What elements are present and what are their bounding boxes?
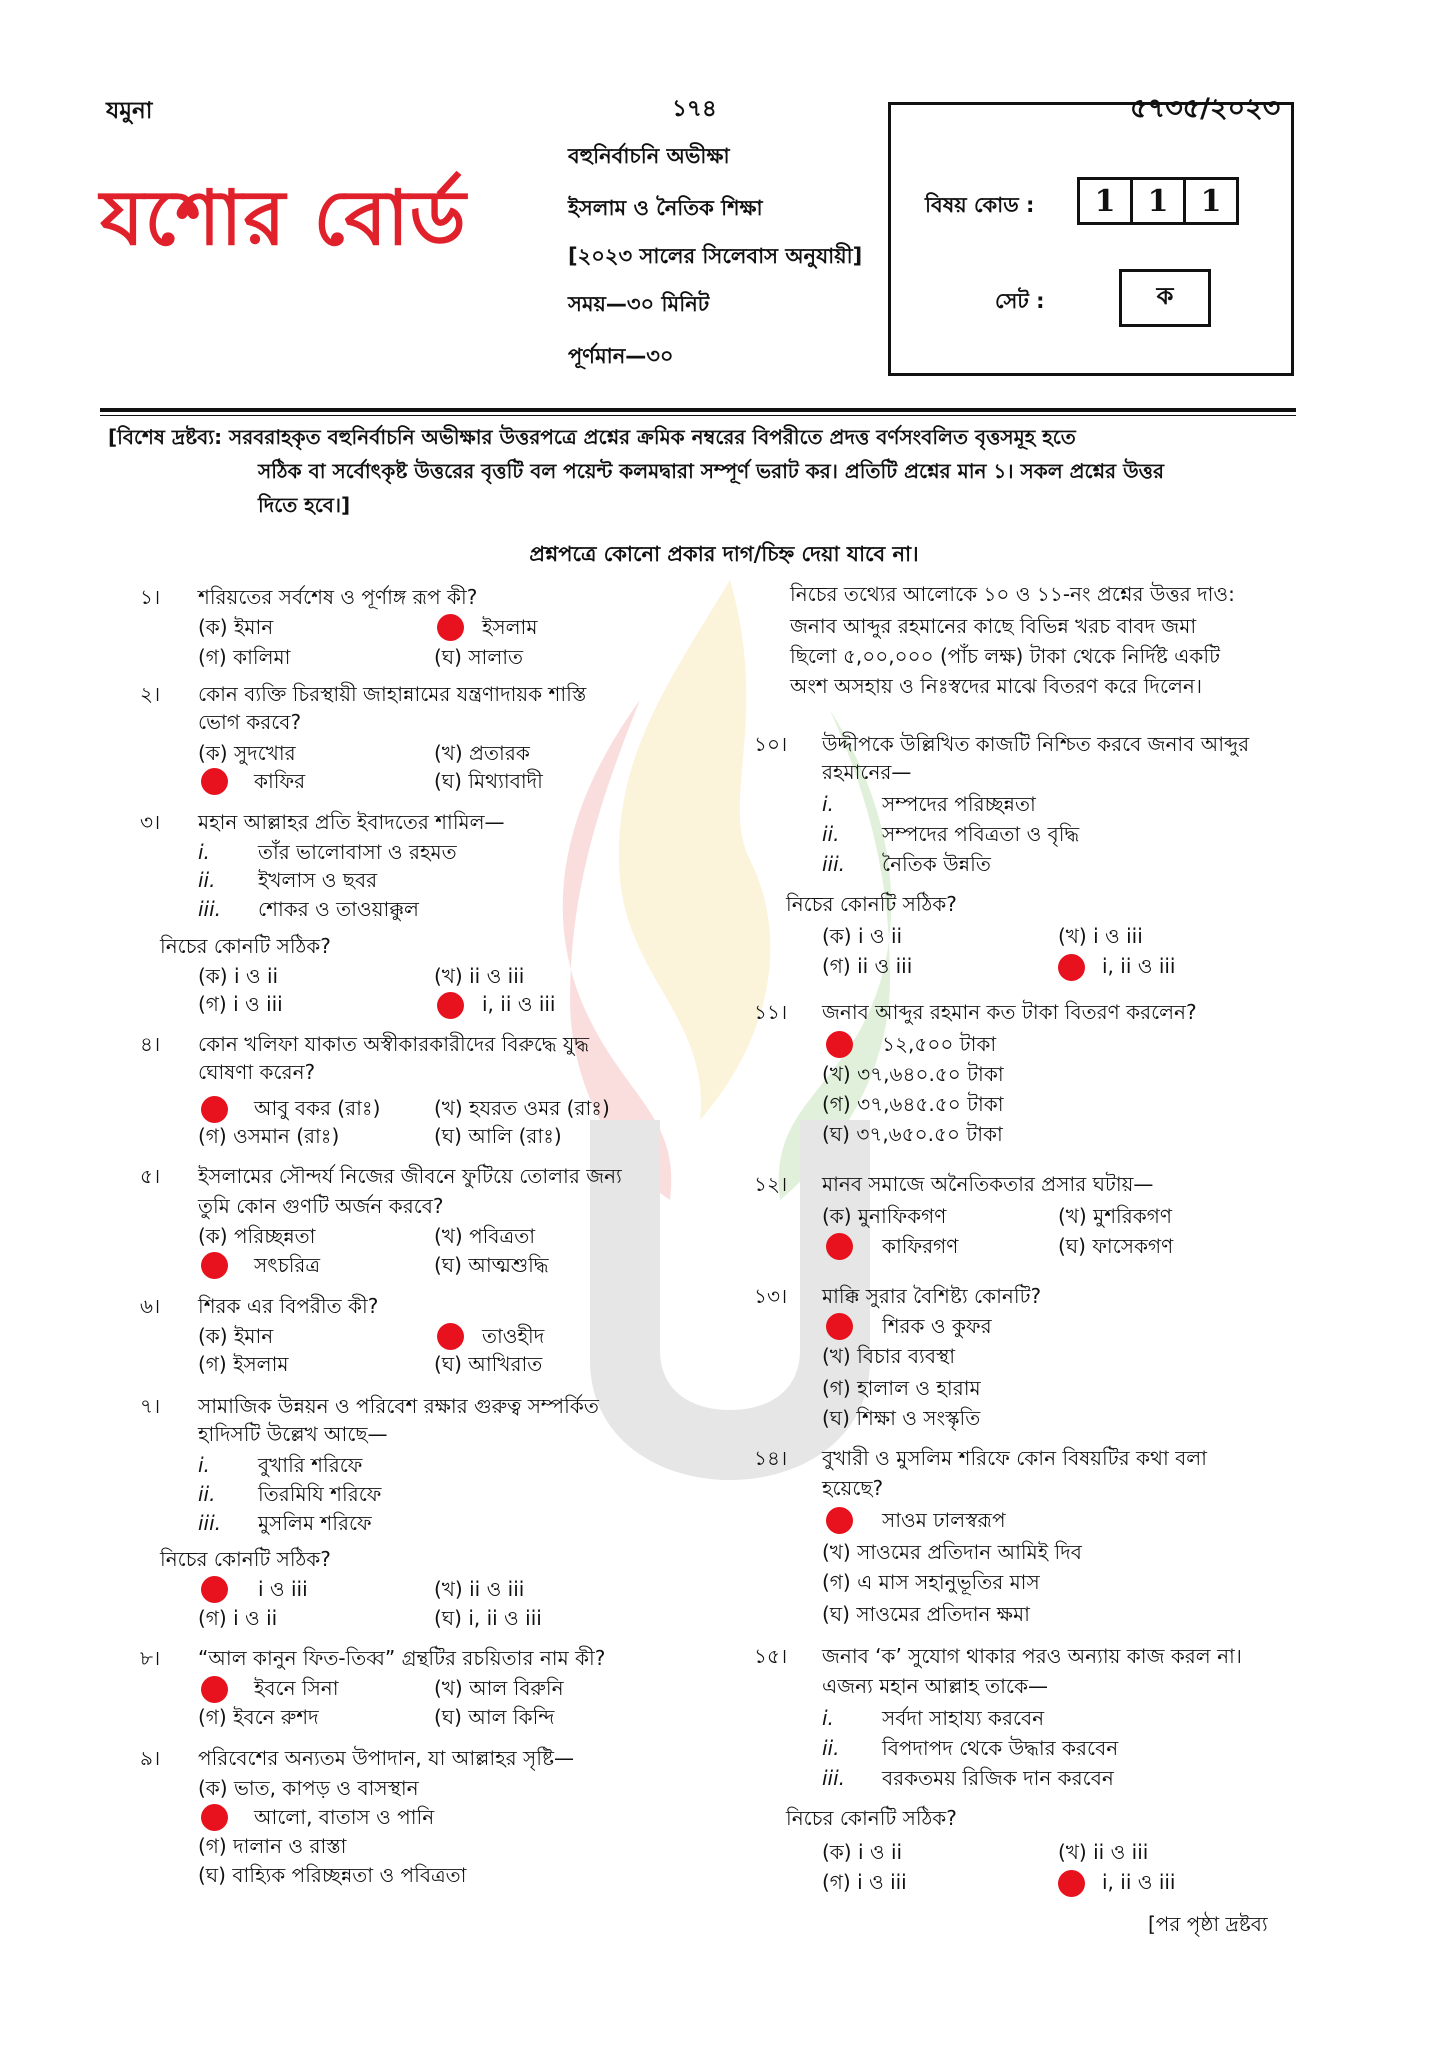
roman-ii: ii. — [822, 1736, 840, 1760]
option-gha-correct: i, ii ও iii — [1102, 954, 1176, 978]
answer-marker — [826, 1233, 853, 1260]
option-kha: (খ) ii ও iii — [434, 964, 525, 988]
which-correct: নিচের কোনটি সঠিক? — [786, 892, 957, 916]
subject-code-digit: 1 — [1077, 177, 1133, 225]
syllabus-note: [২০২৩ সালের সিলেবাস অনুযায়ী] — [568, 244, 863, 268]
question-text: শিরক এর বিপরীত কী? — [198, 1294, 379, 1318]
header-rule-thin — [100, 415, 1296, 416]
question-text: হাদিসটি উল্লেখ আছে— — [198, 1422, 388, 1446]
option-gha: (ঘ) মিথ্যাবাদী — [434, 769, 543, 793]
option-ka-correct: সাওম ঢালস্বরূপ — [882, 1508, 1006, 1532]
question-number: ৫। — [140, 1164, 161, 1188]
option-gha: (ঘ) বাহ্যিক পরিচ্ছন্নতা ও পবিত্রতা — [198, 1863, 467, 1887]
which-correct: নিচের কোনটি সঠিক? — [160, 1547, 331, 1571]
header-left-label: যমুনা — [106, 98, 153, 124]
option-ga-correct: কাফিরগণ — [882, 1234, 959, 1258]
question-number: ৬। — [140, 1294, 161, 1318]
answer-marker — [826, 1313, 853, 1340]
answer-marker — [201, 768, 228, 795]
subject-code-digit: 1 — [1183, 177, 1239, 225]
question-number: ২। — [140, 682, 161, 706]
question-text: এজন্য মহান আল্লাহ তাকে— — [822, 1674, 1048, 1698]
statement-i: বুখারি শরিফে — [258, 1453, 363, 1477]
option-kha: (খ) i ও iii — [1058, 924, 1143, 948]
question-text: ঘোষণা করেন? — [198, 1060, 316, 1084]
option-gha: (ঘ) সাওমের প্রতিদান ক্ষমা — [822, 1602, 1030, 1626]
option-gha: (ঘ) সালাত — [434, 645, 524, 669]
option-ka-correct: আবু বকর (রাঃ) — [254, 1096, 381, 1120]
answer-marker — [201, 1576, 228, 1603]
option-gha: (ঘ) আলি (রাঃ) — [434, 1124, 562, 1148]
answer-marker — [437, 1323, 464, 1350]
question-text: কোন ব্যক্তি চিরস্থায়ী জাহান্নামের যন্ত্রণাদায়ক শাস্তি — [198, 682, 587, 706]
full-marks: পূর্ণমান—৩০ — [568, 344, 674, 368]
option-ka: (ক) i ও ii — [198, 964, 279, 988]
question-text: উদ্দীপকে উল্লিখিত কাজটি নিশ্চিত করবে জনাব আব্দুর — [822, 732, 1250, 756]
question-text: কোন খলিফা যাকাত অস্বীকারকারীদের বিরুদ্ধে যুদ্ধ — [198, 1032, 590, 1056]
question-text: “আল কানুন ফিত-তিব্ব” গ্রন্থটির রচয়িতার নাম কী? — [198, 1646, 606, 1670]
roman-i: i. — [822, 792, 834, 816]
question-text: জনাব আব্দুর রহমান কত টাকা বিতরণ করলেন? — [822, 1000, 1197, 1024]
option-ka: (ক) i ও ii — [822, 1840, 903, 1864]
which-correct: নিচের কোনটি সঠিক? — [786, 1806, 957, 1830]
statement-i: সম্পদের পরিচ্ছন্নতা — [882, 792, 1036, 816]
answer-marker — [201, 1252, 228, 1279]
stem-text: ছিলো ৫,০০,০০০ (পাঁচ লক্ষ) টাকা থেকে নির্দিষ্ট একটি — [790, 644, 1220, 668]
option-ga-correct: কাফির — [254, 769, 306, 793]
option-ka-correct: ১২,৫০০ টাকা — [882, 1032, 997, 1056]
option-ka-correct: i ও iii — [258, 1577, 308, 1601]
option-gha-correct: i, ii ও iii — [482, 992, 556, 1016]
set-value: ক — [1119, 269, 1211, 327]
option-ka: (ক) মুনাফিকগণ — [822, 1204, 947, 1228]
instruction-line: [বিশেষ দ্রষ্টব্য: সরবরাহকৃত বহুনির্বাচনি অভীক্ষার উত্তরপত্রে প্রশ্নের ক্রমিক নম্বরের বিপরীতে প্রদত্ত বর্ণসংবলিত বৃত্তসমূহ হতে — [108, 425, 1076, 449]
option-kha: (খ) হযরত ওমর (রাঃ) — [434, 1096, 610, 1120]
option-kha: (খ) সাওমের প্রতিদান আমিই দিব — [822, 1540, 1082, 1564]
option-kha: (খ) বিচার ব্যবস্থা — [822, 1344, 956, 1368]
option-ga: (গ) হালাল ও হারাম — [822, 1376, 981, 1400]
option-ka: (ক) সুদখোর — [198, 741, 296, 765]
board-title: যশোর বোর্ড — [100, 173, 467, 262]
option-gha: (ঘ) i, ii ও iii — [434, 1606, 542, 1630]
option-gha: (ঘ) ৩৭,৬৫০.৫০ টাকা — [822, 1122, 1003, 1146]
instruction-line: সঠিক বা সর্বোৎকৃষ্ট উত্তরের বৃত্তটি বল পয়েন্ট কলমদ্বারা সম্পূর্ণ ভরাট কর। প্রতিটি প্রশ্নের মান ১। সকল প্রশ্নের উত্তর — [258, 459, 1164, 483]
question-text: বুখারী ও মুসলিম শরিফে কোন বিষয়টির কথা বলা — [822, 1446, 1207, 1470]
question-number: ৭। — [140, 1394, 161, 1418]
subject-name: ইসলাম ও নৈতিক শিক্ষা — [568, 196, 763, 220]
set-label: সেট : — [995, 289, 1045, 313]
option-ga: (গ) i ও ii — [198, 1606, 278, 1630]
stem-text: জনাব আব্দুর রহমানের কাছে বিভিন্ন খরচ বাবদ জমা — [790, 614, 1197, 638]
option-ga: (গ) i ও iii — [822, 1870, 907, 1894]
option-kha: (খ) পবিত্রতা — [434, 1224, 536, 1248]
answer-marker — [201, 1676, 228, 1703]
option-ga: (গ) এ মাস সহানুভূতির মাস — [822, 1570, 1040, 1594]
answer-marker — [826, 1031, 853, 1058]
option-kha: (খ) মুশরিকগণ — [1058, 1204, 1172, 1228]
question-text: তুমি কোন গুণটি অর্জন করবে? — [198, 1194, 444, 1218]
roman-iii: iii. — [198, 897, 222, 921]
roman-ii: ii. — [822, 822, 840, 846]
question-text: ভোগ করবে? — [198, 710, 302, 734]
answer-marker — [437, 614, 464, 641]
statement-iii: বরকতময় রিজিক দান করবেন — [882, 1766, 1114, 1790]
question-number: ১। — [140, 585, 161, 609]
question-number: ১৩। — [754, 1284, 788, 1308]
roman-ii: ii. — [198, 1482, 216, 1506]
page-number: ১৭৪ — [672, 96, 717, 122]
option-ka: (ক) ভাত, কাপড় ও বাসস্থান — [198, 1776, 419, 1800]
option-ga: (গ) i ও iii — [198, 992, 283, 1016]
option-gha-correct: i, ii ও iii — [1102, 1870, 1176, 1894]
answer-marker — [201, 1096, 228, 1123]
option-gha: (ঘ) ফাসেকগণ — [1058, 1234, 1174, 1258]
statement-i: তাঁর ভালোবাসা ও রহমত — [258, 840, 457, 864]
answer-marker — [1058, 954, 1085, 981]
roman-ii: ii. — [198, 868, 216, 892]
option-gha: (ঘ) আখিরাত — [434, 1352, 543, 1376]
question-number: ১১। — [754, 1000, 788, 1024]
statement-i: সর্বদা সাহায্য করবেন — [882, 1706, 1045, 1730]
special-instructions — [108, 420, 1298, 522]
option-kha: (খ) প্রতারক — [434, 741, 530, 765]
question-number: ৪। — [140, 1032, 161, 1056]
roman-iii: iii. — [822, 1766, 846, 1790]
question-text: মহান আল্লাহর প্রতি ইবাদতের শামিল— — [198, 810, 505, 834]
question-text: রহমানের— — [822, 760, 912, 784]
answer-marker — [826, 1507, 853, 1534]
question-text: হয়েছে? — [822, 1476, 884, 1500]
question-number: ১০। — [754, 732, 788, 756]
question-number: ৮। — [140, 1646, 161, 1670]
option-kha-correct: ইসলাম — [482, 615, 538, 639]
option-ka: (ক) ইমান — [198, 1324, 274, 1348]
statement-iii: নৈতিক উন্নতি — [882, 852, 991, 876]
question-number: ১৪। — [754, 1446, 788, 1470]
option-ga: (গ) দালান ও রাস্তা — [198, 1834, 347, 1858]
option-kha: (খ) আল বিরুনি — [434, 1676, 564, 1700]
question-text: সামাজিক উন্নয়ন ও পরিবেশ রক্ষার গুরুত্ব সম্পর্কিত — [198, 1394, 599, 1418]
answer-marker — [1058, 1870, 1085, 1897]
question-text: পরিবেশের অন্যতম উপাদান, যা আল্লাহর সৃষ্টি— — [198, 1746, 574, 1770]
instruction-line: দিতে হবে।] — [258, 493, 351, 517]
header-rule — [100, 408, 1296, 412]
statement-ii: বিপদাপদ থেকে উদ্ধার করবেন — [882, 1736, 1119, 1760]
next-page-note: [পর পৃষ্ঠা দ্রষ্টব্য — [1148, 1912, 1268, 1936]
option-ka: (ক) পরিচ্ছন্নতা — [198, 1224, 316, 1248]
option-ka-correct: শিরক ও কুফর — [882, 1314, 992, 1338]
question-text: ইসলামের সৌন্দর্য নিজের জীবনে ফুটিয়ে তোলার জন্য — [198, 1164, 622, 1188]
question-number: ১২। — [754, 1172, 788, 1196]
option-kha: (খ) ৩৭,৬৪০.৫০ টাকা — [822, 1062, 1004, 1086]
question-text: জনাব ‘ক’ সুযোগ থাকার পরও অন্যায় কাজ করল না। — [822, 1644, 1242, 1668]
option-ga: (গ) ইবনে রুশদ — [198, 1705, 319, 1729]
question-number: ১৫। — [754, 1644, 788, 1668]
subject-code-label: বিষয় কোড : — [925, 193, 1035, 217]
answer-marker — [437, 992, 464, 1019]
exam-type: বহুনির্বাচনি অভীক্ষা — [568, 144, 730, 168]
roman-iii: iii. — [822, 852, 846, 876]
roman-i: i. — [198, 1453, 210, 1477]
answer-marker — [201, 1804, 228, 1831]
option-ka: (ক) ইমান — [198, 615, 274, 639]
option-kha-correct: তাওহীদ — [482, 1324, 545, 1348]
question-number: ৯। — [140, 1746, 161, 1770]
option-ka-correct: ইবনে সিনা — [254, 1676, 339, 1700]
question-number: ৩। — [140, 810, 161, 834]
subject-code-box — [888, 102, 1294, 376]
statement-ii: তিরমিযি শরিফে — [258, 1482, 382, 1506]
option-ga: (গ) কালিমা — [198, 645, 291, 669]
statement-ii: সম্পদের পবিত্রতা ও বৃদ্ধি — [882, 822, 1080, 846]
stem-text: অংশ অসহায় ও নিঃস্বদের মাঝে বিতরণ করে দিলেন। — [790, 674, 1202, 698]
time-limit: সময়—৩০ মিনিট — [568, 292, 710, 316]
roman-i: i. — [198, 840, 210, 864]
no-marks-warning: প্রশ্নপত্রে কোনো প্রকার দাগ/চিহ্ন দেয়া যাবে না। — [529, 542, 919, 566]
roman-i: i. — [822, 1706, 834, 1730]
roman-iii: iii. — [198, 1511, 222, 1535]
which-correct: নিচের কোনটি সঠিক? — [160, 934, 331, 958]
statement-ii: ইখলাস ও ছবর — [258, 868, 378, 892]
option-ga: (গ) ৩৭,৬৪৫.৫০ টাকা — [822, 1092, 1004, 1116]
stem-heading: নিচের তথ্যের আলোকে ১০ ও ১১-নং প্রশ্নের উত্তর দাও: — [790, 582, 1235, 606]
option-ka: (ক) i ও ii — [822, 924, 903, 948]
option-ga: (গ) ইসলাম — [198, 1352, 289, 1376]
option-ga: (গ) ii ও iii — [822, 954, 913, 978]
option-gha: (ঘ) আত্মশুদ্ধি — [434, 1253, 549, 1277]
exam-code: ৫৭৩৫/২০২৩ — [1130, 93, 1281, 124]
option-ga: (গ) ওসমান (রাঃ) — [198, 1124, 340, 1148]
subject-code-digit: 1 — [1130, 177, 1186, 225]
option-kha-correct: আলো, বাতাস ও পানি — [254, 1805, 435, 1829]
question-text: মাক্কি সুরার বৈশিষ্ট্য কোনটি? — [822, 1284, 1042, 1308]
option-ga-correct: সৎচরিত্র — [254, 1253, 321, 1277]
statement-iii: শোকর ও তাওয়াক্কুল — [258, 897, 419, 921]
question-text: শরিয়তের সর্বশেষ ও পূর্ণাঙ্গ রূপ কী? — [198, 585, 478, 609]
question-text: মানব সমাজে অনৈতিকতার প্রসার ঘটায়— — [822, 1172, 1154, 1196]
option-gha: (ঘ) আল কিন্দি — [434, 1705, 555, 1729]
statement-iii: মুসলিম শরিফে — [258, 1511, 372, 1535]
option-gha: (ঘ) শিক্ষা ও সংস্কৃতি — [822, 1406, 981, 1430]
option-kha: (খ) ii ও iii — [434, 1577, 525, 1601]
option-kha: (খ) ii ও iii — [1058, 1840, 1149, 1864]
